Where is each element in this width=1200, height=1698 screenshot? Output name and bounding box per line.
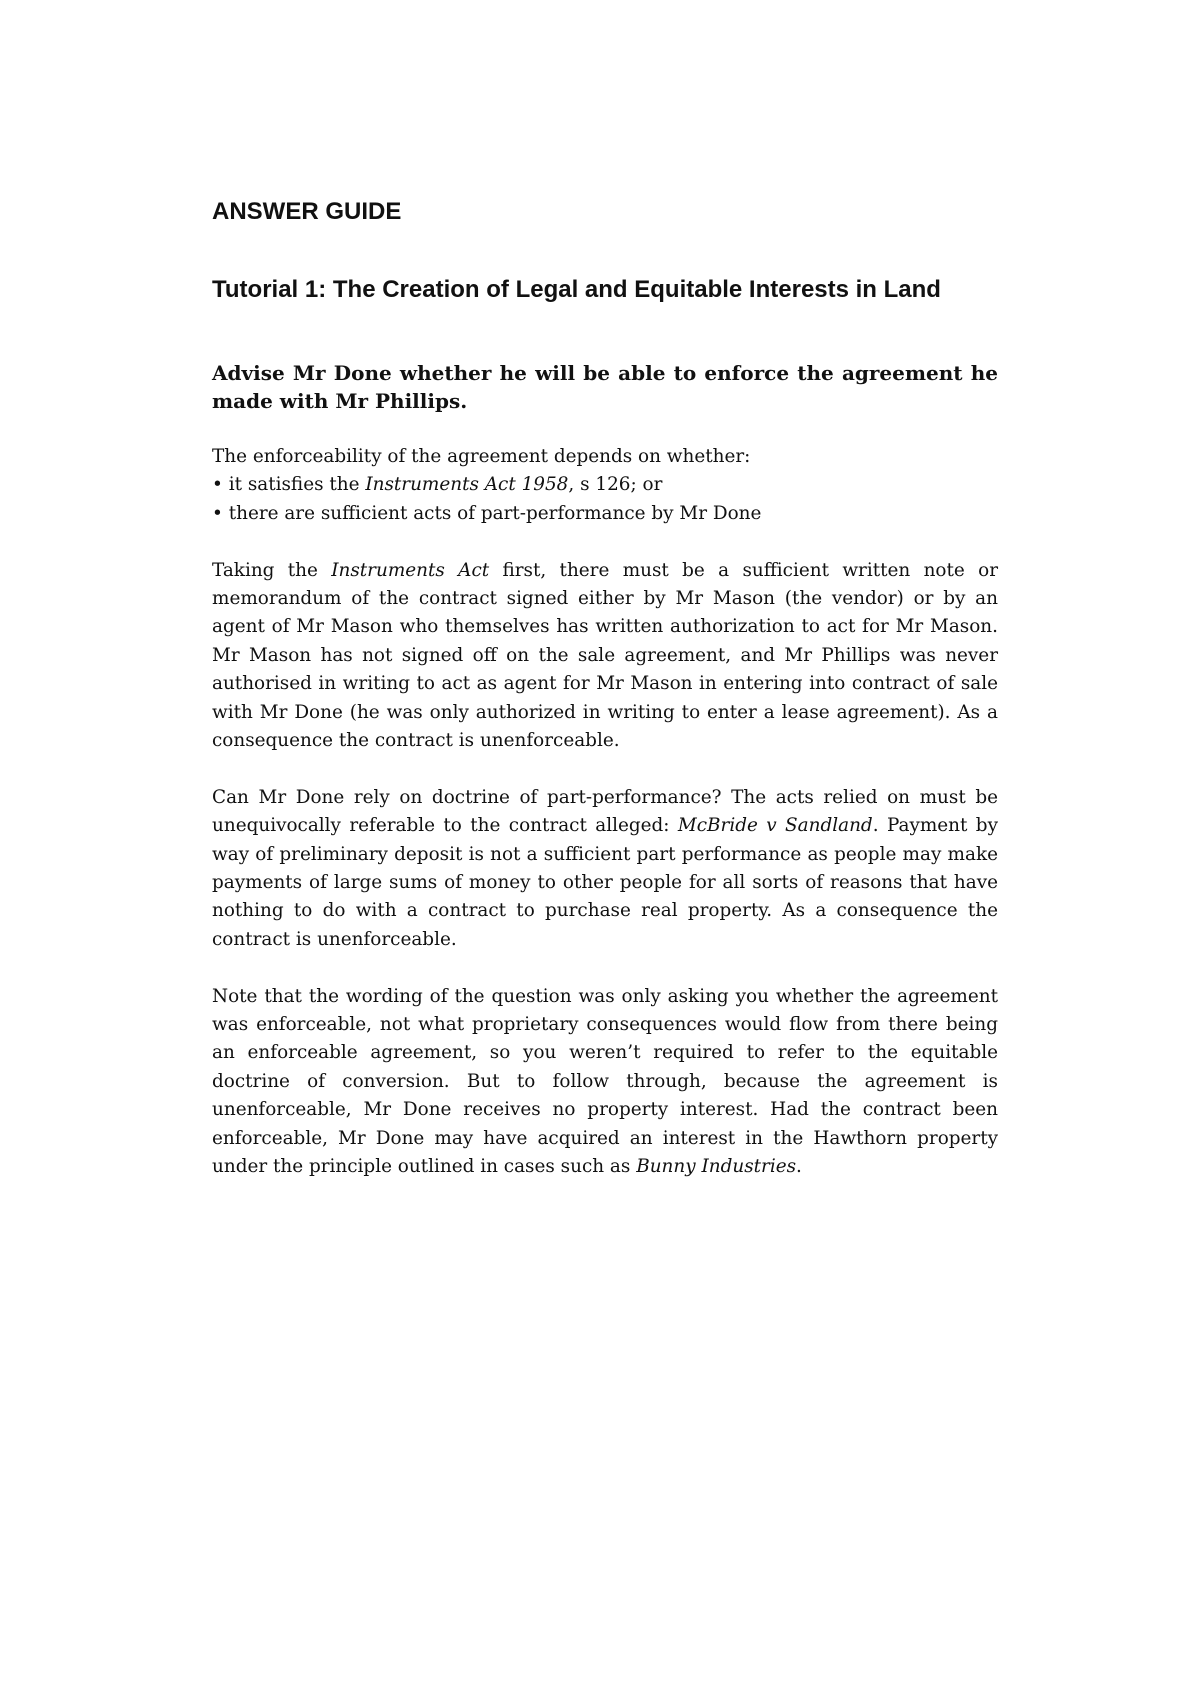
paragraph-text: Can Mr Done rely on doctrine of part-performance? The acts relied on must be unequivocally referable to the contract alleged: [212, 786, 998, 837]
paragraph-note [212, 983, 998, 1182]
paragraph-text: Note that the wording of the question was only asking you whether the agreement was enforceable, not what proprietary consequences would flow from there being an enforceable agreement, so you weren’t required to refer to the equitable doctrine of conversion. But to follow through, because the agreement is unenforceable, Mr Done receives no property interest. Had the contract been enforceable, Mr Done may have acquired an interest in the Hawthorn property under the principle outlined in cases such as [212, 985, 998, 1178]
document-heading: ANSWER GUIDE [212, 198, 402, 225]
criteria-item-text: , s 126; or [568, 474, 663, 496]
question-prompt: Advise Mr Done whether he will be able to enforce the agreement he made with Mr Phillips. [212, 361, 998, 413]
intro-lead: The enforceability of the agreement depends on whether: [212, 446, 751, 467]
case-citation: McBride v Sandland [677, 815, 873, 837]
statute-citation: Instruments Act [331, 559, 490, 581]
paragraph-text: first, there must be a sufficient written note or memorandum of the contract signed either by Mr Mason (the vendor) or by an agent of Mr Mason who themselves has written authorization to act for Mr Mason. Mr Mason has not signed off on the sale agreement, and Mr Phillips was never authorised in writing to act as agent for Mr Mason in entering into contract of sale with Mr Done (he was only authorized in writing to enter a lease agreement). As a consequence the contract is unenforceable. [212, 559, 998, 752]
paragraph-part-performance [212, 784, 998, 954]
paragraph-text: . Payment by way of preliminary deposit is not a sufficient part performance as people may make payments of large sums of money to other people for all sorts of reasons that have nothing to do with a contract to purchase real property. As a consequence the contract is unenforceable. [212, 815, 998, 950]
paragraph-text: . [796, 1156, 802, 1178]
criteria-item-part-performance [212, 500, 998, 528]
document-page [212, 196, 998, 1210]
paragraph-instruments-act [212, 557, 998, 756]
criteria-item-instruments-act [212, 471, 998, 499]
criteria-item-text: there are sufficient acts of part-performance by Mr Done [228, 502, 762, 524]
statute-citation: Instruments Act 1958 [365, 474, 569, 496]
criteria-list [212, 471, 998, 528]
intro-block [212, 443, 998, 528]
criteria-item-text: it satisfies the [228, 474, 366, 496]
tutorial-title: Tutorial 1: The Creation of Legal and Equitable Interests in Land [212, 276, 941, 303]
case-citation: Bunny Industries [636, 1156, 797, 1178]
paragraph-text: Taking the [212, 559, 332, 581]
